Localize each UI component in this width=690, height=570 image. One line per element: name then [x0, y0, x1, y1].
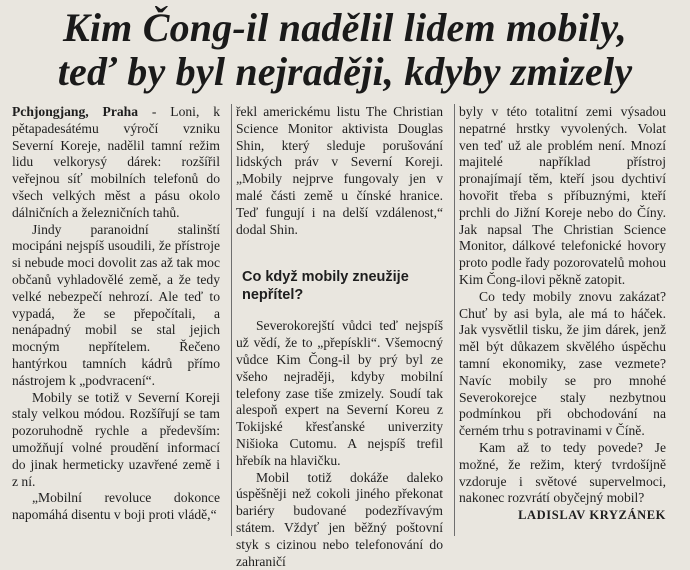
paragraph: Mobily se totiž v Severní Koreji staly velkou módou. Rozšířují se tam pozoruhodně rychle a především: umožňují volné proudění informací do jinak hermeticky uzavřené země i z ní.	[12, 389, 220, 489]
paragraph: Co tedy mobily znovu zakázat? Chuť by asi byla, ale má to háček. Jak vysvětlil tisku, že jim dárek, jenž měl být důkazem skvělého úspěchu tamní ekonomiky, zase vezmete? Navíc mobily se pro mnohé Severokorejce staly nezbytnou podmínkou při obchodování na černém trhu s potravinami v Číně.	[459, 288, 666, 439]
paragraph: Severokorejští vůdci teď nejspíš už vědí, že to „přepískli“. Všemocný vůdce Kim Čong-il by prý byl ze všeho nejraději, kdyby mobilní telefony zase tiše zmizely. Soudí tak alespoň expert na Severní Koreu z Tokijské křesťanské univerzity Nišioka Cutomu. A nejspíš trefil hřebík na hlavičku.	[236, 318, 443, 468]
column-2	[231, 104, 447, 569]
paragraph: byly v této totalitní zemi výsadou nepatrné hrstky vyvolených. Volat ven teď už ale problém není. Mnozí majitelé například přístroj pronajímají těm, kteří jsou dychtiví hovořit třeba s příbuznými, kteří prchli do Jižní Koreje nebo do Číny. Jak napsal The Christian Science Monitor, dálkové telefonické hovory proto podle řady pozorovatelů mohou Kim Čong-ilovi pěkně zatopit.	[459, 104, 666, 287]
paragraph: „Mobilní revoluce dokonce napomáhá disentu v boji proti vládě,“	[12, 490, 220, 523]
subheading: Co když mobily zneužije nepřítel?	[242, 269, 409, 304]
paragraph: Jindy paranoidní stalinští mocipáni nejspíš usoudili, že přístroje si nebude moci dovolit zas až tak moc občanů vyhladovělé země, a že tedy velké nebezpečí nehrozí. Ale teď to vypadá, že se přepočítali, a nenápadný mobil se stal jejich mocným nepřítelem. Řečeno hantýrkou tamních kádrů přímo nástrojem k „podvracení“.	[12, 221, 220, 388]
dateline: Pchjongjang, Praha	[12, 104, 139, 119]
paragraph: Mobil totiž dokáže daleko úspěšněji než cokoli jiného překonat bariéry budované podezřívavým státem. Vždyť jen běžný poštovní styk s cizinou nebo telefonování do zahraničí	[236, 469, 443, 569]
article-columns	[8, 104, 682, 569]
headline-line-2: teď by byl nejraději, kdyby zmizely	[57, 49, 633, 94]
headline	[0, 6, 690, 94]
headline-line-1: Kim Čong-il nadělil lidem mobily,	[62, 5, 628, 50]
lead-text: - Loni, k pětapadesátému výročí vzniku Severní Koreje, nadělil tamní režim lidu velkorysý dárek: rozšířil veřejnou síť mobilních telefonů do všech velkých měst a pásu okolo dálničních a železničních tahů.	[12, 104, 221, 220]
paragraph: Kam až to tedy povede? Je možné, že režim, který tvrdošíjně vzdoruje i světové supervelmoci, nakonec rozvrátí obyčejný mobil?	[459, 439, 666, 506]
column-1	[8, 104, 224, 536]
column-3	[454, 104, 670, 536]
author-byline: LADISLAV KRYZÁNEK	[518, 508, 666, 523]
paragraph: řekl americkému listu The Christian Science Monitor aktivista Douglas Shin, který sleduje porušování lidských práv v Severní Koreji. „Mobily nejprve fungovaly jen v malé části země u čínské hranice. Teď fungují i na delší vzdálenost,“ dodal Shin.	[236, 104, 443, 237]
lead-paragraph	[12, 104, 220, 222]
